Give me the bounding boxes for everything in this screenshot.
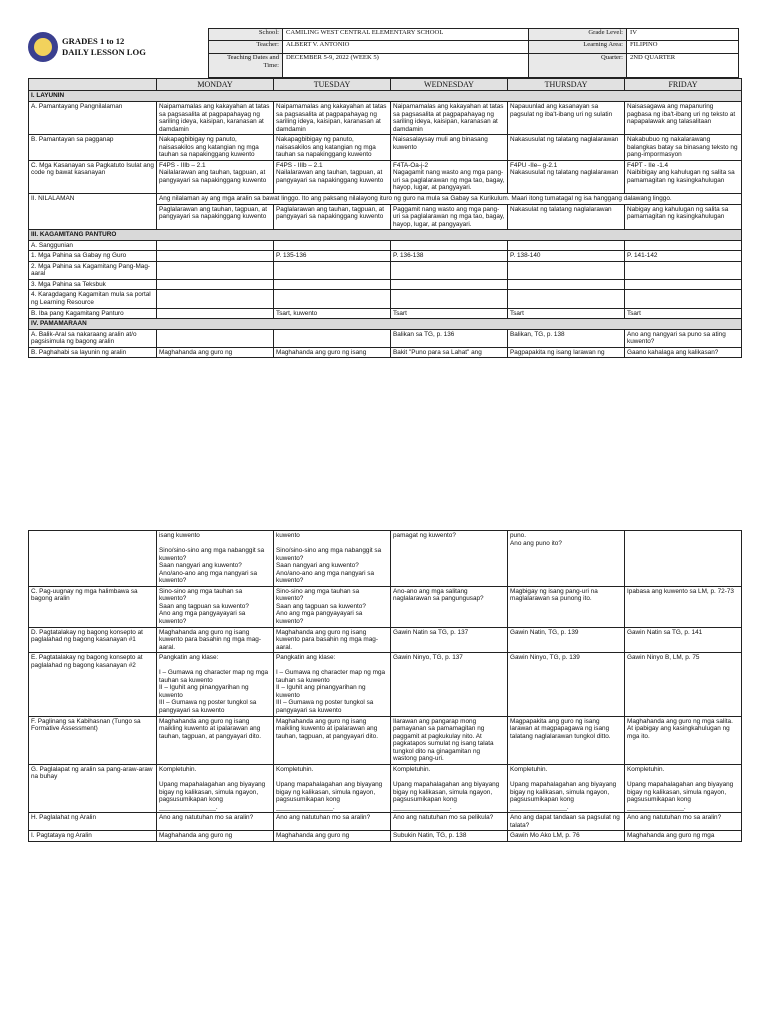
table-row [29,347,742,358]
day-header: FRIDAY [625,79,742,91]
table-cell: P. 138-140 [508,251,625,262]
table-cell: Balikan, TG, p. 138 [508,329,625,347]
table-cell: Balikan sa TG, p. 136 [391,329,508,347]
table-row [29,261,742,279]
table-cell: Nakasusulat ng talatang naglalarawan [508,135,625,161]
table-cell: Bakit "Puno para sa Lahat" ang [391,347,508,358]
table-cell [274,279,391,290]
table-cell: Ano ang natutuhan mo sa aralin? [274,813,391,831]
section-heading: IV. PAMAMARAAN [29,319,742,330]
table-cell [274,290,391,308]
table-cell: F4PS - IIIb – 2.1 Nailalarawan ang tauhan, tagpuan, at pangyayari sa napakinggang kuwento [157,160,274,193]
table-cell: Ano ang nangyari sa puno sa ating kuwento? [625,329,742,347]
table-cell: Kompletuhin. Upang mapahalagahan ang biyayang bigay ng kalikasan, simula ngayon, pagsusumikapan kong ________________. [157,764,274,812]
table-row [29,308,742,319]
table-cell: Naipamamalas ang kakayahan at tatas sa pagsasalita at pagpapahayag ng sariling ideya, kaisipan, karanasan at damdamin [157,101,274,134]
table-cell: Naipamamalas ang kakayahan at tatas sa pagsasalita at pagpapahayag ng sariling ideya, kaisipan, karanasan at damdamin [391,101,508,134]
day-header: TUESDAY [274,79,391,91]
table-cell: Napauunlad ang kasanayan sa pagsulat ng iba't-ibang uri ng sulatin [508,101,625,134]
table-cell: Ano ang natutuhan mo sa aralin? [157,813,274,831]
table-cell: Nakasulat ng talatang naglalarawan [508,204,625,230]
table-row [29,230,742,241]
lesson-table-p2 [28,530,742,842]
table-cell: P. 135-136 [274,251,391,262]
table-cell: Subukin Natin, TG, p. 138 [391,831,508,842]
table-cell [625,240,742,251]
table-cell [391,240,508,251]
table-cell: Maghahanda ang guro ng [157,347,274,358]
table-cell [157,329,274,347]
table-cell: Gawin Natin sa TG, p. 137 [391,627,508,653]
table-cell: P. 141-142 [625,251,742,262]
table-cell: Maghahanda ang guro ng [274,831,391,842]
table-row [29,319,742,330]
table-cell [274,261,391,279]
day-header: THURSDAY [508,79,625,91]
table-cell [157,251,274,262]
table-cell: Ano ang dapat tandaan sa pagsulat ng talata? [508,813,625,831]
table-row [29,586,742,627]
row-label: A. Pamantayang Pangnilalaman [29,101,157,134]
table-cell [391,290,508,308]
table-cell: Sino-sino ang mga tauhan sa kuwento? Saan ang tagpuan sa kuwento? Ano ang mga pangyayayari sa kuwento? [157,586,274,627]
row-label: A. Balik-Aral sa nakaraang aralin at/o pagsisimula ng bagong aralin [29,329,157,347]
grade-value: IV [627,29,739,41]
table-cell [391,261,508,279]
table-row [29,290,742,308]
table-row [29,279,742,290]
table-cell: Kompletuhin. Upang mapahalagahan ang biyayang bigay ng kalikasan, simula ngayon, pagsusumikapan kong ________________. [508,764,625,812]
table-row [29,831,742,842]
day-header-row [29,79,742,91]
table-cell: Maghahanda ang guro ng isang maikling kuwento at ipalarawan ang tauhan, tagpuan, at pangyayari dito. [274,716,391,764]
table-cell: F4PT - IIe -1.4 Naibibigay ang kahulugan ng salita sa pamamagitan ng kasingkahulugan [625,160,742,193]
table-cell [157,279,274,290]
table-cell [625,279,742,290]
table-cell: Gawin Natin, TG, p. 139 [508,627,625,653]
school-value: CAMILING WEST CENTRAL ELEMENTARY SCHOOL [283,29,529,41]
row-label: 4. Karagdagang Kagamitan mula sa portal ng Learning Resource [29,290,157,308]
table-cell: Maghahanda ang guro ng [157,831,274,842]
table-row [29,160,742,193]
table-cell: Naipamamalas ang kakayahan at tatas sa pagsasalita at pagpapahayag ng sariling ideya, kaisipan, karanasan at damdamin [274,101,391,134]
table-cell [625,261,742,279]
table-cell: pamagat ng kuwento? [391,531,508,587]
row-label: 3. Mga Pahina sa Teksbuk [29,279,157,290]
table-cell: Maghahanda ang guro ng isang kuwento para basahin ng mga mag-aaral. [274,627,391,653]
table-cell: Maghahanda ang guro ng mga [625,831,742,842]
table-row [29,531,742,587]
table-cell: Maghahanda ang guro ng isang kuwento para basahin ng mga mag-aaral. [157,627,274,653]
table-cell: Sino-sino ang mga tauhan sa kuwento? Saan ang tagpuan sa kuwento? Ano ang mga pangyayayari sa kuwento? [274,586,391,627]
table-cell: Nakapagbibigay ng panuto, naisasakilos ang katangian ng mga tauhan sa napakinggang kuwento [274,135,391,161]
document-title: GRADES 1 to 12 DAILY LESSON LOG [62,36,146,57]
row-label: B. Paghahabi sa layunin ng aralin [29,347,157,358]
row-label: F. Paglinang sa Kabihasnan (Tungo sa Formative Assessment) [29,716,157,764]
header [28,28,741,78]
content-note: Ang nilalaman ay ang mga aralin sa bawat linggo. Ito ang paksang nilalayong ituro ng guro na mula sa Gabay sa Kurikulum. Maari itong tumatagal ng isa hanggang dalawang linggo. [157,194,742,205]
meta-table: School: CAMILING WEST CENTRAL ELEMENTARY SCHOOL Grade Level: IV Teacher: ALBERT V. ANTONIO Learning Area: FILIPINO Teaching Dates and Time: DECEMBER 5-9, 2022 (WEEK 5) Quarter: 2ND QUARTER [208,28,739,78]
table-cell: Naisasalaysay muli ang binasang kuwento [391,135,508,161]
table-cell: Tsart [508,308,625,319]
table-cell: Kompletuhin. Upang mapahalagahan ang biyayang bigay ng kalikasan, simula ngayon, pagsusumikapan kong ________________. [391,764,508,812]
table-cell: puno. Ano ang puno ito? [508,531,625,587]
row-label: D. Pagtatalakay ng bagong konsepto at paglalahad ng bagong kasanayan #1 [29,627,157,653]
table-cell: Ilarawan ang pangarap mong pamayanan sa pamamagitan ng paggamit at pagkukulay nito. At pagkatapos sumulat ng isang talata tungkol dito na ginagamitan ng wastong pang-uri. [391,716,508,764]
table-cell: Gawin Ninyo, TG, p. 139 [508,653,625,716]
lesson-log-page-1 [28,28,741,358]
table-cell [508,290,625,308]
table-cell [157,240,274,251]
table-cell: Ano ang natutuhan mo sa pelikula? [391,813,508,831]
table-cell: Gawin Ninyo B, LM, p. 75 [625,653,742,716]
table-row [29,813,742,831]
table-cell: Tsart [391,308,508,319]
table-row [29,653,742,716]
table-cell [157,290,274,308]
table-cell [625,290,742,308]
table-row [29,764,742,812]
table-cell: Ano-ano ang mga salitang naglalarawan sa pangungusap? [391,586,508,627]
lesson-table-p1 [28,78,742,358]
table-cell: Paglalarawan ang tauhan, tagpuan, at pangyayari sa napakinggang kuwento [157,204,274,230]
table-cell: Paggamit nang wasto ang mga pang-uri sa paglalarawan ng mga tao, bagay, hayop, lugar, at pangyayari. [391,204,508,230]
table-cell: F4PS - IIIb – 2.1 Nailalarawan ang tauhan, tagpuan, at pangyayari sa napakinggang kuwento [274,160,391,193]
table-cell: Nakabubuo ng nakalarawang balangkas batay sa binasang teksto ng pang-impormasyon [625,135,742,161]
quarter-value: 2ND QUARTER [627,53,739,77]
table-row [29,240,742,251]
lesson-log-page-2 [28,530,741,842]
table-cell [625,531,742,587]
row-label: A. Sanggunian [29,240,157,251]
row-label: B. Iba pang Kagamitang Panturo [29,308,157,319]
table-cell: Pagpapakita ng isang larawan ng [508,347,625,358]
table-cell: Kompletuhin. Upang mapahalagahan ang biyayang bigay ng kalikasan, simula ngayon, pagsusumikapan kong ________________. [625,764,742,812]
table-cell: Kompletuhin. Upang mapahalagahan ang biyayang bigay ng kalikasan, simula ngayon, pagsusumikapan kong ________________. [274,764,391,812]
day-header: MONDAY [157,79,274,91]
area-value: FILIPINO [627,41,739,53]
row-label: G. Paglalapat ng aralin sa pang-araw-araw na buhay [29,764,157,812]
table-cell [274,240,391,251]
table-cell: Gaano kahalaga ang kalikasan? [625,347,742,358]
table-cell: Ano ang natutuhan mo sa aralin? [625,813,742,831]
table-row [29,251,742,262]
table-cell: Maghahanda ang guro ng isang maikling kuwento at ipalarawan ang tauhan, tagpuan, at pangyayari dito. [157,716,274,764]
teacher-value: ALBERT V. ANTONIO [283,41,529,53]
table-cell [508,279,625,290]
table-cell: Pangkatin ang klase: I – Gumawa ng character map ng mga tauhan sa kuwento II – Iguhit ang pinangyarihan ng kuwento III – Gumawa ng poster tungkol sa pangyayari sa kuwento [274,653,391,716]
table-cell: Gawin Natin sa TG, p. 141 [625,627,742,653]
row-label: I. Pagtataya ng Aralin [29,831,157,842]
row-label [29,531,157,587]
row-label: H. Paglalahat ng Aralin [29,813,157,831]
table-cell: Tsart [625,308,742,319]
table-cell: Gawin Ninyo, TG, p. 137 [391,653,508,716]
table-row [29,627,742,653]
table-cell: Nakapagbibigay ng panuto, naisasakilos ang katangian ng mga tauhan sa napakinggang kuwento [157,135,274,161]
table-cell: kuwento Sino/sino-sino ang mga nabanggit sa kuwento? Saan nangyari ang kuwento? Ano/ano-ano ang mga nangyari sa kuwento? [274,531,391,587]
table-cell: Ipabasa ang kuwento sa LM, p. 72-73 [625,586,742,627]
table-cell: Magpapakita ang guro ng isang larawan at magpapagawa ng isang talatang naglalarawan tungkol ditto. [508,716,625,764]
table-row [29,101,742,134]
row-label: B. Pamantayan sa pagganap [29,135,157,161]
row-label: 2. Mga Pahina sa Kagamitang Pang-Mag-aaral [29,261,157,279]
row-label: C. Pag-uugnay ng mga halimbawa sa bagong aralin [29,586,157,627]
day-header: WEDNESDAY [391,79,508,91]
table-row [29,716,742,764]
table-cell: Tsart, kuwento [274,308,391,319]
row-label: II. NILALAMAN [29,194,157,230]
table-cell: isang kuwento Sino/sino-sino ang mga nabanggit sa kuwento? Saan nangyari ang kuwento? Ano/ano-ano ang mga nangyari sa kuwento? [157,531,274,587]
table-row [29,194,742,205]
table-row [29,135,742,161]
table-cell: F4TA-Oa-j-2 Nagagamit nang wasto ang mga pang-uri sa paglalarawan ng mga tao, bagay, hayop, lugar, at pangyayari. [391,160,508,193]
table-cell: Maghahanda ang guro ng isang [274,347,391,358]
table-cell: Magbigay ng isang pang-uri na maglalarawan sa punong ito. [508,586,625,627]
table-cell [274,329,391,347]
table-cell: P. 136-138 [391,251,508,262]
table-cell: Nabigay ang kahulugan ng salita sa pamamagitan ng kasingkahulugan [625,204,742,230]
table-cell [508,240,625,251]
table-cell [391,279,508,290]
section-heading: III. KAGAMITANG PANTURO [29,230,742,241]
table-cell: Pangkatin ang klase: I – Gumawa ng character map ng mga tauhan sa kuwento II – Iguhit ang pinangyarihan ng kuwento III – Gumawa ng poster tungkol sa pangyayari sa kuwento [157,653,274,716]
table-cell [157,261,274,279]
table-cell: Maghahanda ang guro ng mga salita. At ipabigay ang kasingkahulugan ng mga ito. [625,716,742,764]
table-row [29,329,742,347]
table-cell [508,261,625,279]
table-cell: F4PU -IIe– g-2.1 Nakasusulat ng talatang naglalarawan [508,160,625,193]
table-row [29,91,742,102]
row-label: C. Mga Kasanayan sa Pagkatuto Isulat ang code ng bawat kasanayan [29,160,157,193]
row-label: 1. Mga Pahina sa Gabay ng Guro [29,251,157,262]
table-cell: Gawin Mo Ako LM, p. 76 [508,831,625,842]
row-label: E. Pagtatalakay ng bagong konsepto at paglalahad ng bagong kasanayan #2 [29,653,157,716]
dates-value: DECEMBER 5-9, 2022 (WEEK 5) [283,53,529,77]
table-cell [157,308,274,319]
table-cell: Paglalarawan ang tauhan, tagpuan, at pangyayari sa napakinggang kuwento [274,204,391,230]
deped-seal-logo [28,32,58,62]
table-cell: Naisasagawa ang mapanuring pagbasa ng iba't-ibang uri ng teksto at napapalawak ang talasalitaan [625,101,742,134]
section-heading: I. LAYUNIN [29,91,742,102]
